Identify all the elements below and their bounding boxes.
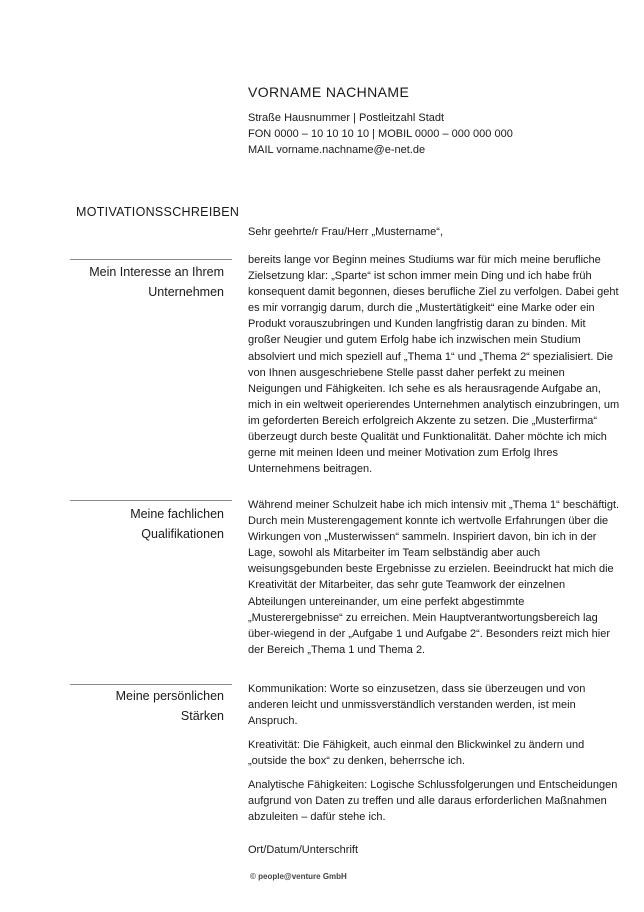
address-line: Straße Hausnummer | Postleitzahl Stadt	[248, 112, 445, 124]
document-title: MOTIVATIONSSCHREIBEN	[76, 205, 240, 219]
section-text-interest: bereits lange vor Beginn meines Studiums war für mich meine berufliche Zielsetzung klar: „Sparte“ ist schon immer mein Ding und ich habe früh konsequent damit begonnen, dieses berufliche Ziel zu verfolgen. Dabei geht es mir vorrangig darum, durch die „Mustertätigkeit“ eine Marke oder ein Produkt vorauszubringen und Kunden langfristig daran zu binden. Mit großer Neugier und gutem Erfolg habe ich inzwischen mein Studium absolviert und mich speziell auf „Thema 1“ und „Thema 2“ spezialisiert. Die von Ihnen ausgeschriebene Stelle passt daher perfekt zu meinen Neigungen und Fähigkeiten. Ich sehe es als herausragende Aufgabe an, mich in ein weltweit operierendes Unternehmen analytisch einzubringen, um im geforderten Bereich erfolgreich Akzente zu setzen. Die „Musterfirma“ überzeugt durch beste Qualität und Funktionalität. Daher möchte ich mich gerne mit meinen Ideen und meiner Motivation zum Erfolg Ihres Unternehmens beitragen.	[248, 254, 620, 476]
heading-line: Stärken	[180, 709, 224, 723]
heading-line: Meine persönlichen	[115, 689, 224, 703]
section-heading-strengths	[70, 686, 224, 726]
section-text-qualifications: Während meiner Schulzeit habe ich mich intensiv mit „Thema 1“ beschäftigt. Durch mein Musterengagement konnte ich wertvolle Erfahrungen über die Wirkungen von „Musterwissen“ sammeln. Inspiriert davon, bin ich in der Lage, sowohl als Mitarbeiter im Team selbständig aber auch weisungsgebunden beste Ergebnisse zu erzielen. Beeindruckt hat mich die Kreativität der Mitarbeiter, das sehr gute Teamwork der einzelnen Abteilungen untereinander, um eine perfekt abgestimmte „Musterergebnisse“ zu erreichen. Mein Hauptverantwortungsbereich lag über-wiegend in der „Aufgabe 1 und Aufgabe 2“. Besonders reizt mich hier der Bereich „Thema 1 und Thema 2.	[248, 499, 620, 656]
heading-line: Unternehmen	[148, 285, 224, 299]
strength-creativity: Kreativität: Die Fähigkeit, auch einmal den Blickwinkel zu ändern und „outside the box“ zu denken, beherrsche ich.	[248, 739, 585, 767]
salutation: Sehr geehrte/r Frau/Herr „Mustername“,	[248, 226, 444, 238]
signature-line: Ort/Datum/Unterschrift	[248, 844, 359, 856]
heading-line: Qualifikationen	[141, 527, 224, 541]
section-text-strengths	[248, 681, 620, 833]
heading-line: Meine fachlichen	[130, 507, 224, 521]
section-heading-qualifications	[70, 504, 224, 544]
applicant-name: VORNAME NACHNAME	[248, 84, 410, 100]
section-divider	[70, 259, 232, 260]
section-divider	[70, 684, 232, 685]
phone-line: FON 0000 – 10 10 10 10 | MOBIL 0000 – 000 000 000	[248, 128, 513, 140]
contact-block	[248, 110, 513, 158]
copyright-notice: © people@venture GmbH	[250, 872, 347, 881]
strength-analytics: Analytische Fähigkeiten: Logische Schlussfolgerungen und Entscheidungen aufgrund von Daten zu treffen und alle daraus erforderlichen Maßnahmen abzuleiten – dafür stehe ich.	[248, 779, 618, 823]
section-divider	[70, 500, 232, 501]
section-heading-interest	[70, 262, 224, 302]
strength-communication: Kommunikation: Worte so einzusetzen, dass sie überzeugen und von anderen leicht und unmissverständlich verstanden werden, ist mein Anspruch.	[248, 683, 586, 727]
heading-line: Mein Interesse an Ihrem	[89, 265, 224, 279]
mail-line: MAIL vorname.nachname@e-net.de	[248, 144, 426, 156]
